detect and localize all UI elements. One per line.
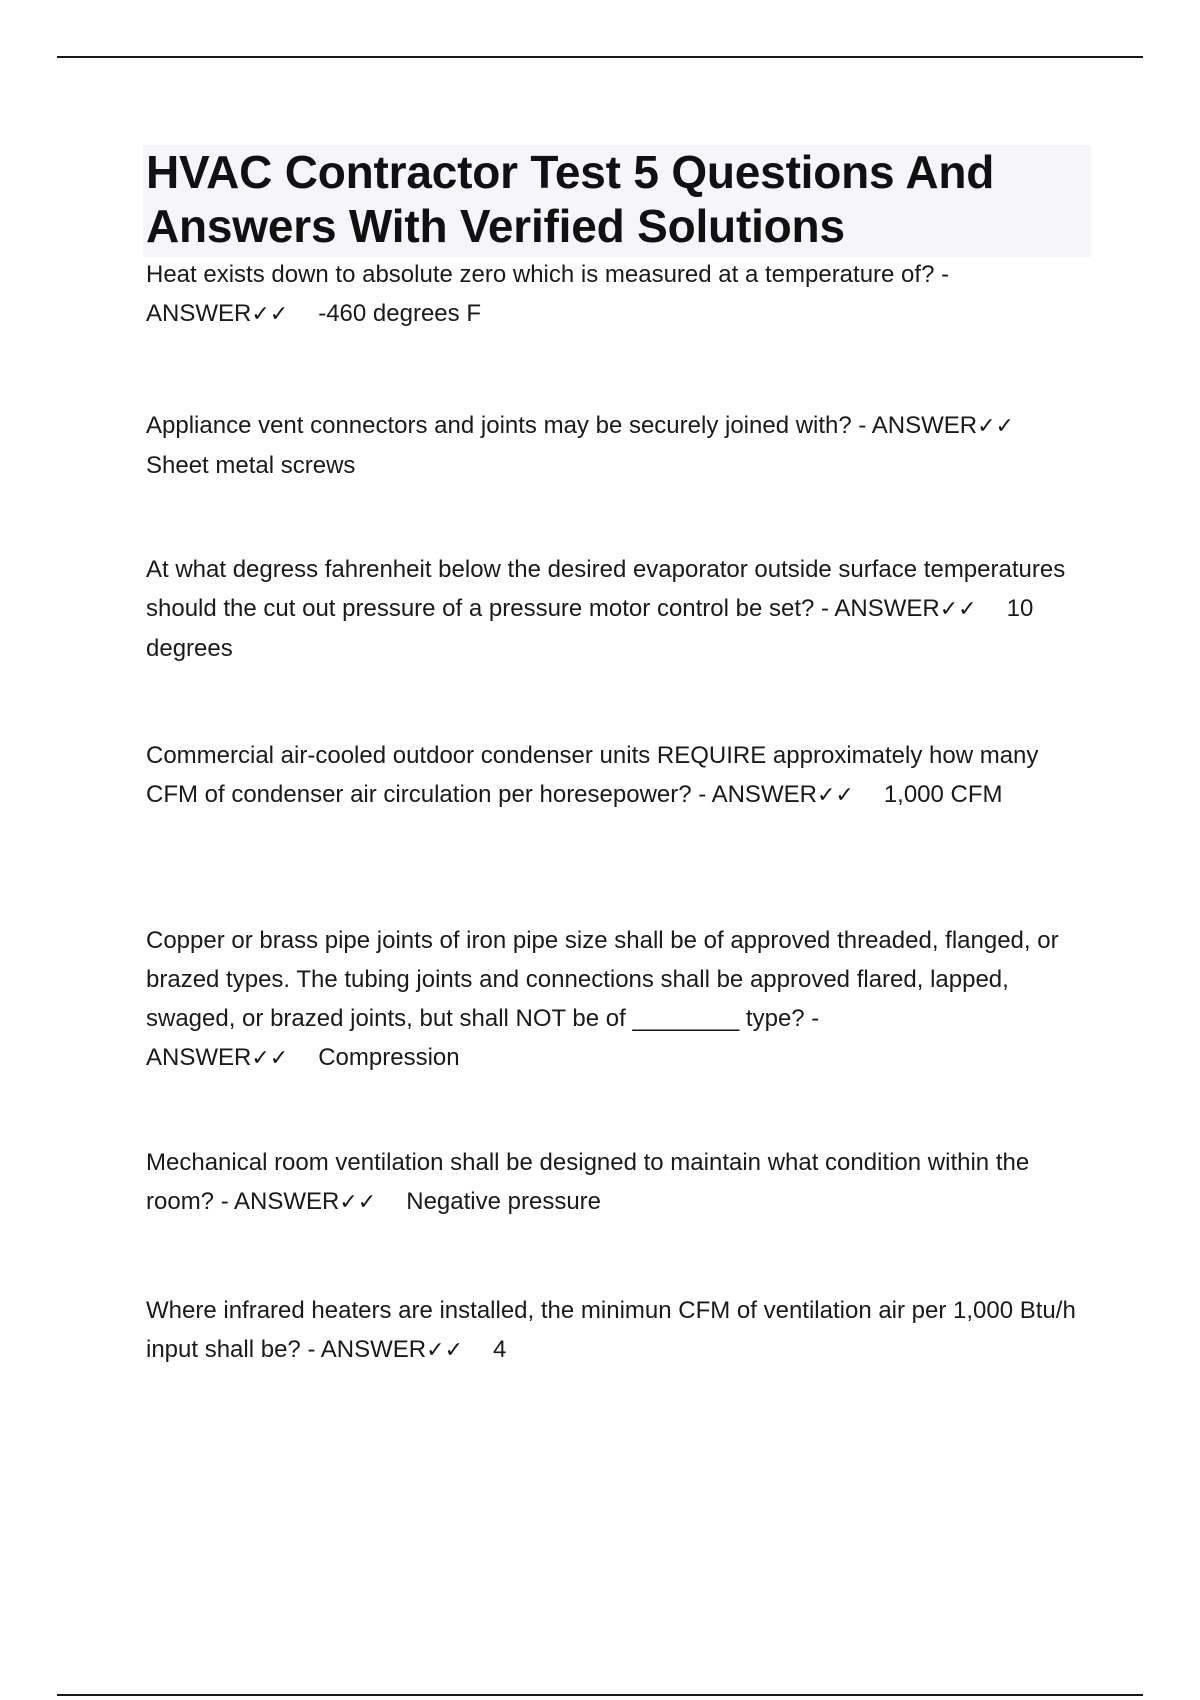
answer-marker [834,595,976,622]
answer-marker [146,1044,288,1071]
question-text: Copper or brass pipe joints of iron pipe size shall be of approved threaded, flanged, or brazed types. The tubing joints and connections shall be approved flared, lapped, swaged, or brazed joints, but shall NOT be of ________ type? - [146,927,1059,1032]
check-icon: ✓✓ [339,1190,377,1215]
question-text: Where infrared heaters are installed, the minimun CFM of ventilation air per 1,000 Btu/h input shall be? - [146,1297,1076,1363]
question-text: Heat exists down to absolute zero which is measured at a temperature of? - [146,261,950,288]
answer-text: 4 [493,1336,507,1363]
check-icon: ✓✓ [939,597,977,622]
question-text: Commercial air-cooled outdoor condenser units REQUIRE approximately how many CFM of condenser air circulation per horesepower? - [146,742,1039,808]
answer-label: ANSWER [234,1188,340,1215]
answer-text: 10 degrees [146,595,1034,662]
check-icon: ✓✓ [977,414,1014,439]
answer-text: 1,000 CFM [883,781,1003,808]
answer-text: Compression [318,1044,460,1071]
qa-item [146,1143,1086,1222]
qa-item [146,736,1086,815]
check-icon: ✓✓ [251,1046,289,1071]
question-text: Appliance vent connectors and joints may be securely joined with? - [146,412,867,439]
answer-marker [146,300,288,327]
question-text: Mechanical room ventilation shall be designed to maintain what condition within the room? - [146,1149,1030,1215]
answer-marker [321,1336,463,1363]
answer-label: ANSWER [146,300,252,327]
answer-label: ANSWER [871,412,978,439]
answer-label: ANSWER [146,1044,252,1071]
answer-marker [872,412,1014,439]
question-text: At what degress fahrenheit below the desired evaporator outside surface temperatures should the cut out pressure of a pressure motor control be set? - [146,556,1066,622]
answer-marker [234,1188,376,1215]
answer-label: ANSWER [711,781,817,808]
bottom-rule [57,1694,1143,1696]
check-icon: ✓✓ [251,302,289,327]
check-icon: ✓✓ [816,783,854,808]
answer-marker [712,781,854,808]
check-icon: ✓✓ [426,1338,464,1363]
qa-item [146,406,1086,485]
answer-text: Negative pressure [406,1188,602,1215]
answer-text: -460 degrees F [318,300,481,327]
answer-text: Sheet metal screws [146,452,356,479]
answer-label: ANSWER [834,595,940,622]
qa-item [146,255,1086,334]
qa-item [146,921,1086,1078]
answer-label: ANSWER [320,1336,427,1363]
qa-item [146,1291,1086,1370]
document-title: HVAC Contractor Test 5 Questions And Answers With Verified Solutions [146,146,995,252]
qa-item [146,550,1086,668]
top-rule [57,56,1143,58]
